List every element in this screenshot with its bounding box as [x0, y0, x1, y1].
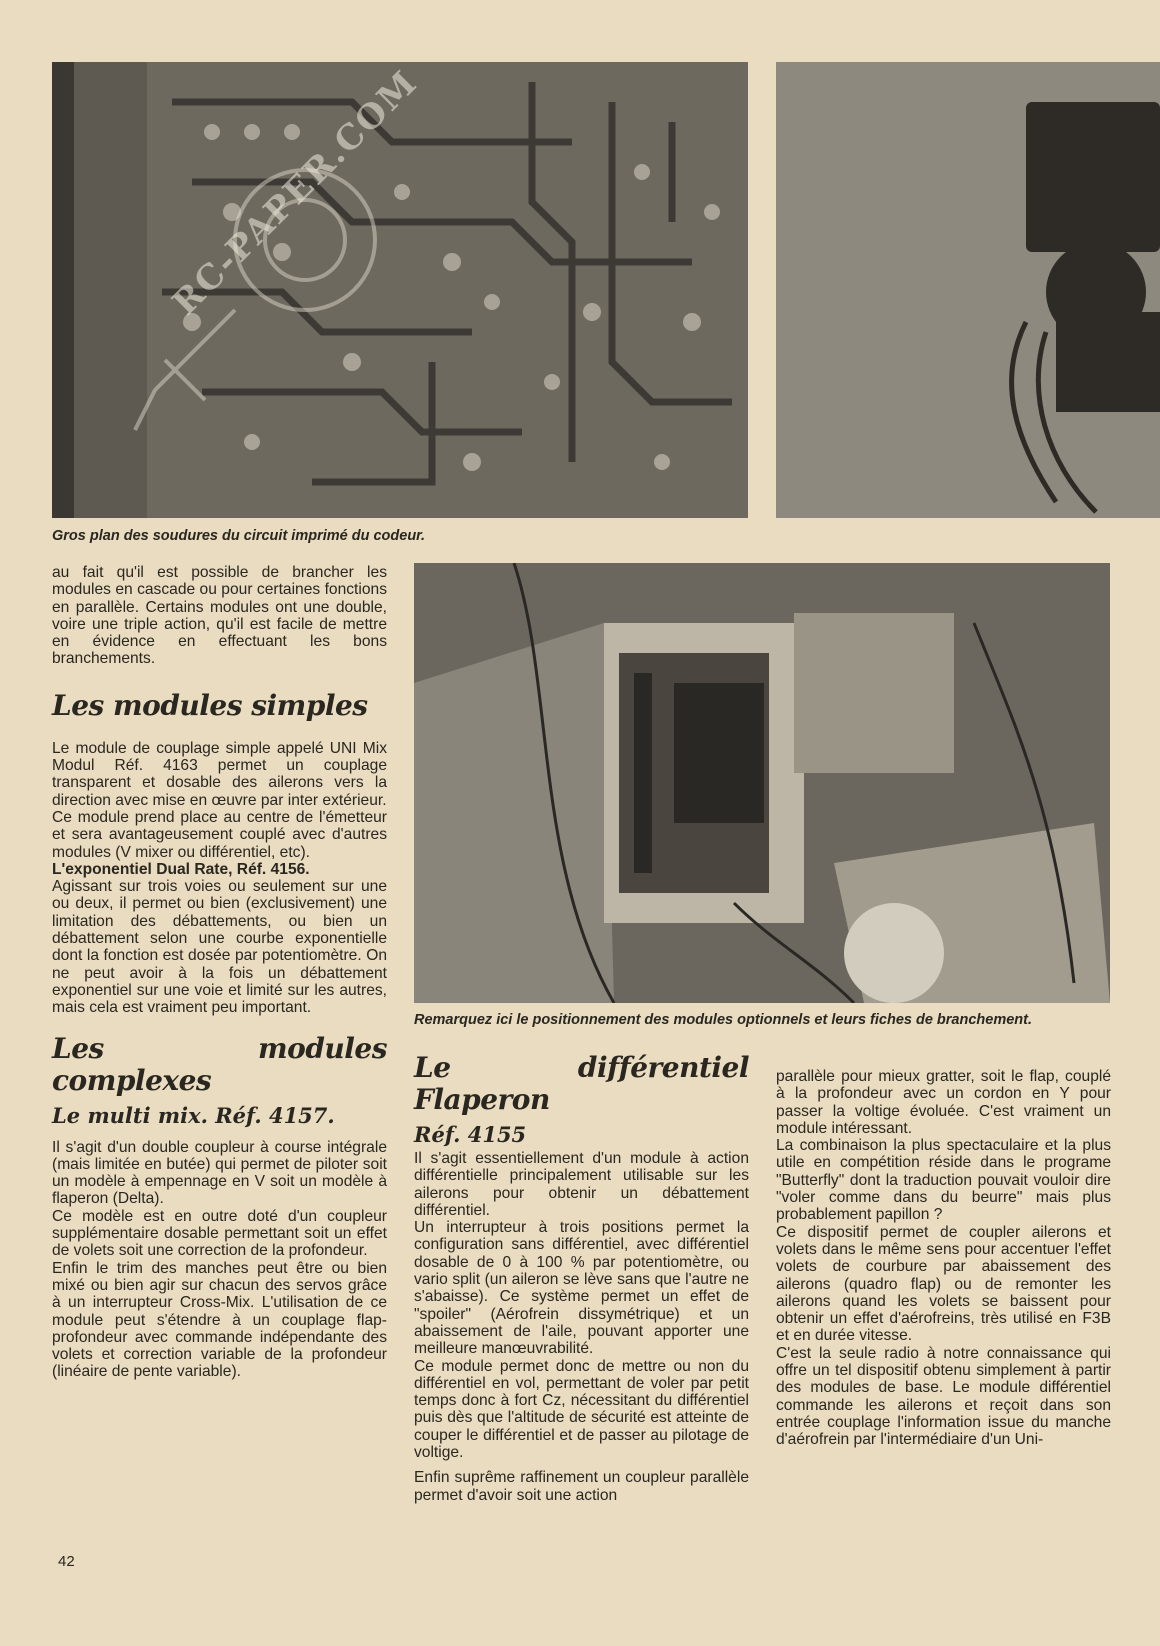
flaperon-paragraph-1: Il s'agit essentiellement d'un module à action différentielle principalement utilisable sur les ailerons pour obtenir un débattement différentiel. [414, 1150, 749, 1219]
right-paragraph-4: C'est la seule radio à notre connaissance qui offre un tel dispositif obtenu simplement à partir des modules de base. Le module différentiel commande les ailerons et reçoit dans son entrée couplage l'information issue du manche d'aérofrein par l'intermédiaire d'un Uni- [776, 1344, 1111, 1449]
simples-paragraph-4: Agissant sur trois voies ou seulement sur une ou deux, il permet ou bien (exclusivement) une limitation des débattements, ou bien un débattement selon une courbe exponentielle dont la fonction est dosée par potentiomètre. On ne peut avoir à la fois un débattement exponentiel sur une voie et limité sur les autres, mais cela est vraiment peu important. [52, 878, 387, 1017]
simples-paragraph-1: Le module de couplage simple appelé UNI Mix Modul Réf. 4163 permet un couplage transparent et dosable des ailerons vers la direction avec mise en œuvre par inter extérieur. [52, 739, 387, 809]
column-left [52, 564, 387, 1381]
heading-differentiel-flaperon: Le différentiel Flaperon [414, 1051, 749, 1116]
subheading-multi-mix: Le multi mix. Réf. 4157. [52, 1102, 335, 1128]
complexes-paragraph-1: Il s'agit d'un double coupleur à course intégrale (mais limitée en butée) qui permet de piloter soit un modèle à empennage en V soit un modèle à flaperon (Delta). [52, 1138, 387, 1208]
column-middle [414, 1052, 749, 1504]
complexes-paragraph-3: Enfin le trim des manches peut être ou bien mixé ou bien agir sur chacun des servos grâce à un interrupteur Cross-Mix. L'utilisation de ce module peut s'étendre à un couplage flap-profondeur avec commande indépendante des volets et correction variable de la profondeur (linéaire de pente variable). [52, 1259, 387, 1381]
watermark-text: RC-PAPER.COM [165, 62, 426, 324]
intro-paragraph: au fait qu'il est possible de brancher les modules en cascade ou pour certaines fonctions en parallèle. Certains modules ont une double, voire une triple action, qu'il est facile de mettre en évidence en effectuant les bons branchements. [52, 564, 387, 668]
right-paragraph-1: parallèle pour mieux gratter, soit le flap, couplé à la profondeur avec un cordon en Y pour passer la voltige évoluée. C'est vraiment un module intéressant. [776, 1068, 1111, 1137]
dual-rate-subheading: L'exponentiel Dual Rate, Réf. 4156. [52, 860, 310, 878]
subheading-ref-4155: Réf. 4155 [414, 1122, 527, 1147]
flaperon-paragraph-3: Ce module permet donc de mettre ou non du différentiel en vol, permettant de voler par petit temps donc à fort Cz, nécessitant du différentiel puis dès que l'altitude de sécurité est atteinte de couper le différentiel et de passer au pilotage de voltige. [414, 1357, 749, 1462]
complexes-paragraph-2: Ce modèle est en outre doté d'un coupleur supplémentaire dosable permettant soit un effet de volets soit une correction de la profondeur. [52, 1207, 387, 1260]
heading-modules-complexes: Les modules complexes [52, 1031, 387, 1097]
page-number: 42 [58, 1553, 75, 1570]
photo-caption-middle: Remarquez ici le positionnement des modules optionnels et leurs fiches de branchement. [414, 1012, 1032, 1028]
gimbal-mechanism-photo [776, 62, 1160, 518]
flaperon-paragraph-4: Enfin suprême raffinement un coupleur parallèle permet d'avoir soit une action [414, 1469, 749, 1504]
photo-caption-top: Gros plan des soudures du circuit imprimé du codeur. [52, 528, 426, 544]
transmitter-interior-photo [414, 563, 1110, 1003]
right-paragraph-2: La combinaison la plus spectaculaire et la plus utile en compétition réside dans le programe "Butterfly" dont la traduction pouvait vouloir dire "voler comme dans du beurre" mais plus probablement papillon ? [776, 1137, 1111, 1224]
watermark-stamp [95, 62, 485, 480]
flaperon-paragraph-2: Un interrupteur à trois positions permet la configuration sans différentiel, avec différentiel dosable de 0 à 100 % par potentiomètre, ou vario split (un aileron se lève sans que l'autre ne s'abaisse). Ce système permet un effet de "spoiler" (Aérofrein dissymétrique) et un abaissement de l'aile, pouvant apporter une meilleure manœuvrabilité. [414, 1219, 749, 1358]
simples-paragraph-2: Ce module prend place au centre de l'émetteur et sera avantageusement couplé avec d'autres modules (V mixer ou différentiel, etc). [52, 808, 387, 861]
column-right [776, 1068, 1111, 1449]
right-paragraph-3: Ce dispositif permet de coupler ailerons et volets dans le même sens pour accentuer l'effet volets de courbure par abaissement des ailerons (quadro flap) ou de remonter les ailerons quand les volets se baissent pour obtenir un effet d'aérofreins, très utilisé en F3B et en durée vitesse. [776, 1223, 1111, 1345]
heading-modules-simples: Les modules simples [52, 688, 368, 722]
